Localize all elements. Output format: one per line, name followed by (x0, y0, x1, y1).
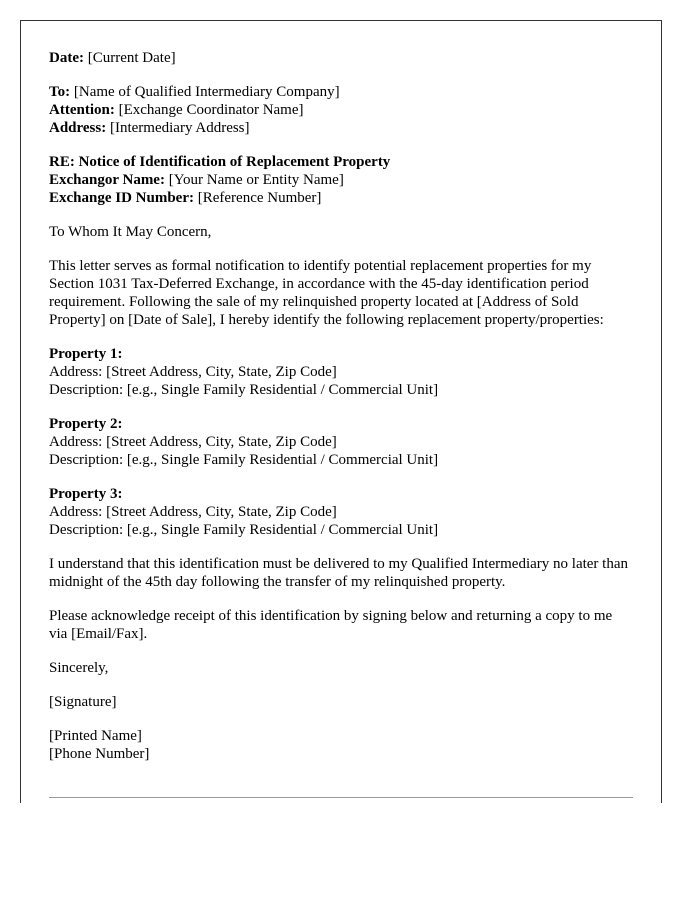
understanding-paragraph: I understand that this identification must be delivered to my Qualified Intermediary no later than midnight of the 45th day following the transfer of my relinquished property. (49, 556, 628, 590)
intro-paragraph: This letter serves as formal notification to identify potential replacement properties for my Section 1031 Tax-Deferred Exchange, in accordance with the 45-day identification period requirement. Following the sale of my relinquished property located at [Address of Sold Property] on [Date of Sale], I hereby identify the following replacement property/properties: (49, 258, 604, 328)
subject-block: RE: Notice of Identification of Replacement Property Exchangor Name: [Your Name or Entity Name] Exchange ID Number: [Reference Number] (49, 154, 391, 206)
sign-off: Sincerely, (49, 660, 109, 676)
salutation: To Whom It May Concern, (49, 224, 212, 240)
property-3: Property 3: Address: [Street Address, City, State, Zip Code] Description: [e.g., Single Family Residential / Commercial Unit] (49, 486, 439, 538)
recipient-block: To: [Name of Qualified Intermediary Company] Attention: [Exchange Coordinator Name] Address: [Intermediary Address] (49, 84, 340, 136)
date-line: Date: [Current Date] (49, 50, 176, 66)
property-1: Property 1: Address: [Street Address, City, State, Zip Code] Description: [e.g., Single Family Residential / Commercial Unit] (49, 346, 439, 398)
property-2: Property 2: Address: [Street Address, City, State, Zip Code] Description: [e.g., Single Family Residential / Commercial Unit] (49, 416, 439, 468)
divider (49, 797, 633, 798)
signature: [Signature] (49, 694, 117, 710)
acknowledge-paragraph: Please acknowledge receipt of this identification by signing below and returning a copy to me via [Email/Fax]. (49, 608, 613, 642)
letter-page (20, 20, 662, 803)
contact-block: [Printed Name] [Phone Number] (49, 728, 150, 762)
